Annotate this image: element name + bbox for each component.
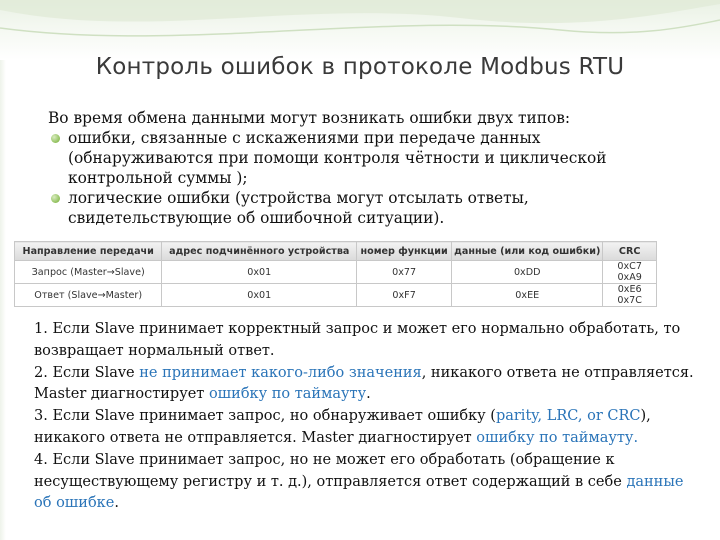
page-title: Контроль ошибок в протоколе Modbus RTU [95, 54, 625, 80]
column-header: адрес подчинённого устройства [162, 242, 357, 261]
bullet-icon [51, 194, 60, 203]
table-cell: 0xC7 0xA9 [603, 261, 657, 284]
table-cell: 0xDD [452, 261, 603, 284]
intro-lead: Во время обмена данными могут возникать ошибки двух типов: [48, 109, 571, 127]
highlight-text: ошибку по таймауту [208, 386, 367, 403]
note-text: . [114, 495, 119, 512]
intro-list [48, 128, 688, 228]
note-1: 1. Если Slave принимает корректный запрос и может его нормально обработать, то возвращает нормальный ответ. [34, 321, 681, 359]
table-cell: 0xE6 0x7C [603, 284, 657, 307]
highlight-text: данные об ошибке [34, 473, 684, 512]
table-cell: 0x77 [357, 261, 452, 284]
note-text: 3. Если Slave принимает запрос, но обнаруживает ошибку ( [34, 408, 496, 425]
bullet-icon [51, 134, 60, 143]
table-cell: 0x01 [162, 284, 357, 307]
intro-block [48, 108, 688, 228]
highlight-text: ошибку по таймауту. [476, 429, 639, 446]
column-header: Направление передачи [15, 242, 162, 261]
note-text: , никакого ответа не отправляется. Master диагностирует [34, 364, 694, 403]
table-cell: 0xF7 [357, 284, 452, 307]
table-cell: 0xEE [452, 284, 603, 307]
note-2 [34, 363, 694, 407]
table-cell: Ответ (Slave→Master) [15, 284, 162, 307]
column-header: данные (или код ошибки) [452, 242, 603, 261]
header-decoration [0, 0, 720, 60]
note-4 [34, 450, 694, 515]
table-cell: Запрос (Master→Slave) [15, 261, 162, 284]
column-header: CRC [603, 242, 657, 261]
table-cell: 0x01 [162, 261, 357, 284]
list-item [48, 128, 688, 188]
frame-table [14, 241, 657, 307]
table-header-row [15, 242, 657, 261]
highlight-text: parity, LRC, or CRC [495, 408, 641, 425]
list-item-text: логические ошибки (устройства могут отсылать ответы, свидетельствующие об ошибочной ситуации). [68, 189, 529, 227]
column-header: номер функции [357, 242, 452, 261]
note-text: 2. Если Slave [34, 364, 140, 381]
note-text: 4. Если Slave принимает запрос, но не может его обработать (обращение к несуществующему регистру и т. д.), отправляется ответ содержащий в себе [34, 451, 627, 490]
list-item-text: ошибки, связанные с искажениями при передаче данных (обнаруживаются при помощи контроля чётности и циклической контрольной суммы ); [68, 129, 607, 187]
table-row [15, 284, 657, 307]
highlight-text: не принимает какого-либо значения [139, 364, 422, 381]
left-edge-decoration [0, 60, 6, 540]
table-row [15, 261, 657, 284]
note-3 [34, 406, 694, 450]
notes-block [34, 319, 694, 515]
note-text: . [366, 386, 371, 403]
note-text: ), никакого ответа не отправляется. Master диагностирует [34, 408, 651, 446]
list-item [48, 188, 688, 228]
